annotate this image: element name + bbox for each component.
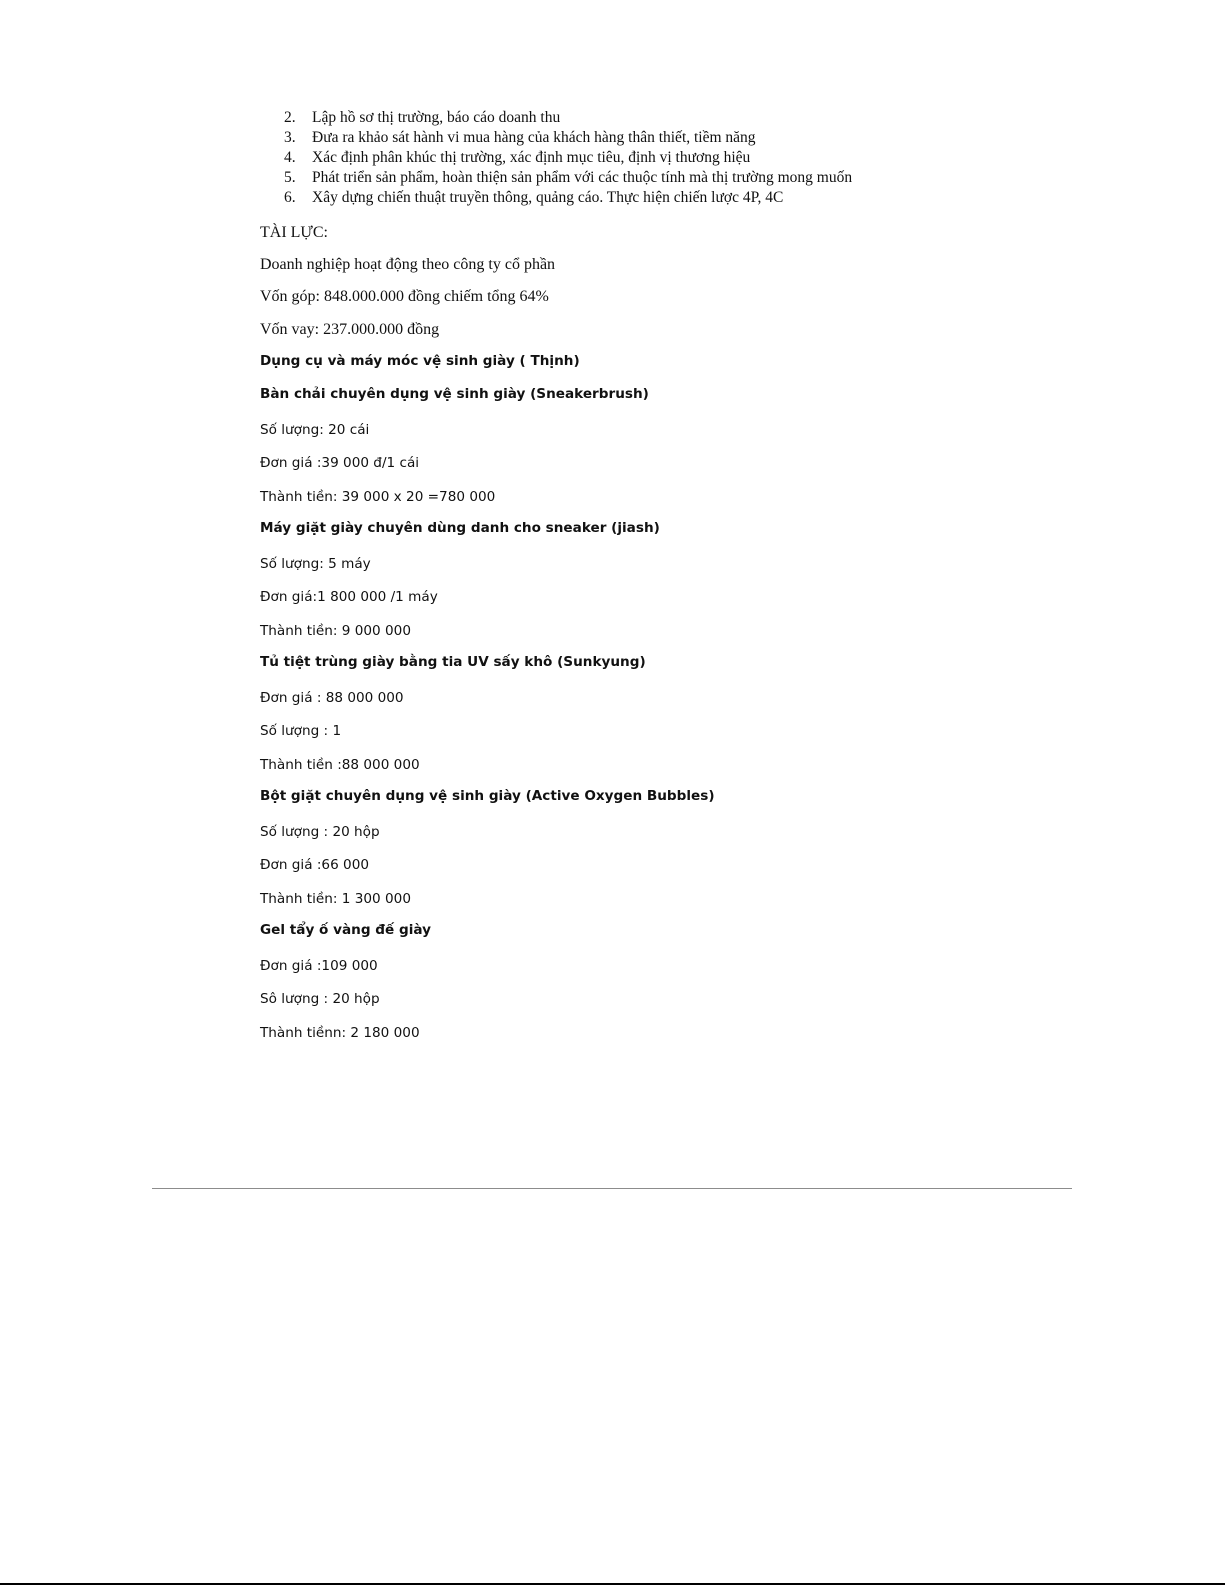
- gel-quantity: Sô lượng : 20 hộp: [260, 991, 380, 1007]
- brush-total: Thành tiền: 39 000 x 20 =780 000: [260, 489, 496, 505]
- list-item: 2. Lập hồ sơ thị trường, báo cáo doanh thu: [284, 109, 561, 126]
- washer-unit-price: Đơn giá:1 800 000 /1 máy: [260, 589, 438, 605]
- gel-title: Gel tẩy ố vàng đế giày: [260, 922, 431, 938]
- equipment-section-title: Dụng cụ và máy móc vệ sinh giày ( Thịnh): [260, 353, 580, 369]
- list-item-text: Xác định phân khúc thị trường, xác định mục tiêu, định vị thương hiệu: [312, 149, 751, 166]
- uv-cabinet-total: Thành tiền :88 000 000: [260, 757, 420, 773]
- list-item: 6. Xây dựng chiến thuật truyền thông, quảng cáo. Thực hiện chiến lược 4P, 4C: [284, 189, 784, 206]
- powder-title: Bột giặt chuyên dụng vệ sinh giày (Active Oxygen Bubbles): [260, 788, 715, 804]
- washer-title: Máy giặt giày chuyên dùng danh cho sneaker (jiash): [260, 520, 660, 536]
- finance-heading: TÀI LỰC:: [260, 224, 328, 241]
- loan-capital: Vốn vay: 237.000.000 đồng: [260, 321, 440, 338]
- list-item-text: Lập hồ sơ thị trường, báo cáo doanh thu: [312, 109, 561, 126]
- brush-title: Bàn chải chuyên dụng vệ sinh giày (Sneakerbrush): [260, 386, 649, 402]
- numbered-list: [284, 108, 852, 208]
- powder-total: Thành tiền: 1 300 000: [260, 891, 411, 907]
- powder-quantity: Số lượng : 20 hộp: [260, 824, 380, 840]
- uv-cabinet-title: Tủ tiệt trùng giày bằng tia UV sấy khô (Sunkyung): [260, 654, 646, 670]
- list-item: 5. Phát triển sản phẩm, hoàn thiện sản phẩm với các thuộc tính mà thị trường mong muốn: [284, 169, 853, 186]
- company-type: Doanh nghiệp hoạt động theo công ty cổ phần: [260, 256, 556, 273]
- list-item-text: Đưa ra khảo sát hành vi mua hàng của khách hàng thân thiết, tiềm năng: [312, 129, 756, 146]
- uv-cabinet-quantity: Số lượng : 1: [260, 723, 342, 739]
- brush-unit-price: Đơn giá :39 000 đ/1 cái: [260, 455, 420, 471]
- washer-total: Thành tiền: 9 000 000: [260, 623, 411, 639]
- brush-quantity: Số lượng: 20 cái: [260, 422, 370, 438]
- list-item-text: Phát triển sản phẩm, hoàn thiện sản phẩm với các thuộc tính mà thị trường mong muốn: [312, 169, 853, 186]
- equity-capital: Vốn góp: 848.000.000 đồng chiếm tổng 64%: [260, 288, 549, 305]
- powder-unit-price: Đơn giá :66 000: [260, 857, 369, 873]
- list-item: 3. Đưa ra khảo sát hành vi mua hàng của khách hàng thân thiết, tiềm năng: [284, 129, 756, 146]
- list-item: 4. Xác định phân khúc thị trường, xác định mục tiêu, định vị thương hiệu: [284, 149, 751, 166]
- uv-cabinet-unit-price: Đơn giá : 88 000 000: [260, 690, 404, 706]
- gel-unit-price: Đơn giá :109 000: [260, 958, 378, 974]
- gel-total: Thành tiềnn: 2 180 000: [260, 1025, 420, 1041]
- washer-quantity: Số lượng: 5 máy: [260, 556, 371, 572]
- list-item-text: Xây dựng chiến thuật truyền thông, quảng cáo. Thực hiện chiến lược 4P, 4C: [312, 189, 784, 206]
- page-divider: [152, 1188, 1072, 1189]
